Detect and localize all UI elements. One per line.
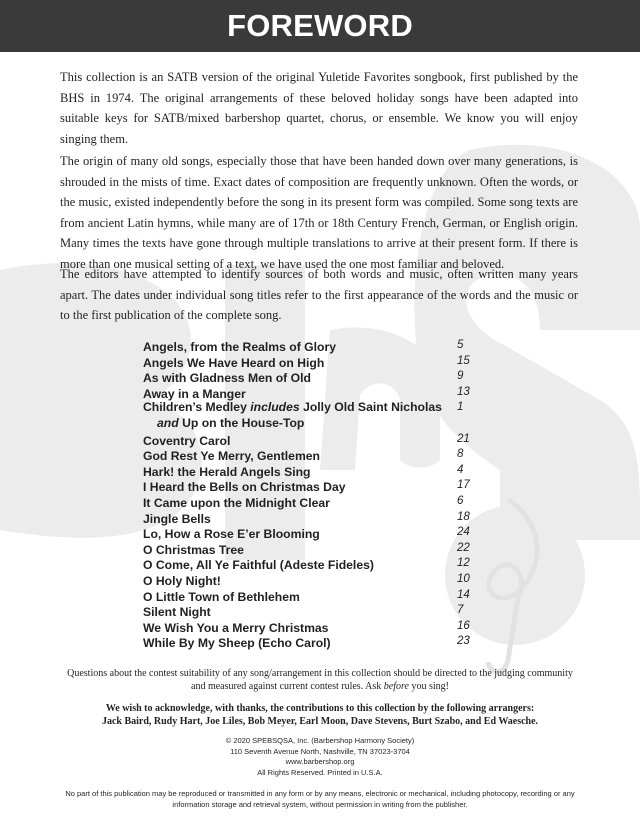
toc-page-number: 12: [457, 557, 470, 570]
toc-page-number: 5: [457, 339, 464, 351]
toc-entry[interactable]: [143, 478, 473, 494]
toc-page-number: 8: [457, 448, 464, 461]
toc-page-number: 17: [457, 479, 470, 492]
copyright-line: © 2020 SPEBSQSA, Inc. (Barbershop Harmony Society): [225, 736, 415, 745]
toc-entry[interactable]: [143, 354, 473, 370]
toc-page-number: 18: [457, 510, 470, 523]
toc-title: Away in a Manger: [143, 386, 246, 401]
toc-title: Angels, from the Realms of Glory: [143, 340, 337, 354]
toc-entry[interactable]: [143, 510, 473, 526]
toc-title: God Rest Ye Merry, Gentlemen: [143, 449, 321, 464]
toc-entry[interactable]: [143, 494, 473, 510]
toc-title: I Heard the Bells on Christmas Day: [143, 480, 346, 495]
toc-title: It Came upon the Midnight Clear: [143, 495, 330, 510]
toc-entry[interactable]: [143, 619, 473, 635]
toc-page-number: 7: [457, 604, 464, 617]
toc-entry[interactable]: [143, 588, 473, 604]
toc-title: [143, 400, 473, 431]
medley-part-2: Up on the House-Top: [182, 415, 305, 430]
toc-page-number: 1: [457, 401, 464, 414]
toc-entry[interactable]: [143, 369, 473, 385]
medley-and-label: and: [157, 415, 179, 430]
song-contents-list: [143, 338, 473, 650]
toc-page-number: 10: [457, 572, 470, 585]
ack-line-1: We wish to acknowledge, with thanks, the contributions to this collection by the following arrangers:: [105, 703, 535, 714]
legal-notice: No part of this publication may be reproduced or transmitted in any form or by any means, electronic or mechanical, including photocopy, recording or any information storage and retrieval system, without permission in writing from the publisher.: [65, 789, 575, 809]
medley-includes-label: includes: [250, 400, 300, 415]
toc-entry-medley[interactable]: [143, 400, 473, 431]
toc-title: O Holy Night!: [143, 573, 221, 588]
toc-title: Lo, How a Rose E’er Blooming: [143, 527, 320, 542]
toc-page-number: 4: [457, 463, 464, 476]
toc-title: Coventry Carol: [143, 433, 231, 448]
address-line: 110 Seventh Avenue North, Nashville, TN 37023-3704: [230, 746, 410, 756]
rights-line: All Rights Reserved. Printed in U.S.A.: [257, 767, 383, 777]
toc-entry[interactable]: [143, 447, 473, 463]
page-title: FOREWORD: [227, 8, 413, 43]
medley-part-1: Jolly Old Saint Nicholas: [303, 400, 442, 415]
toc-page-number: 15: [457, 354, 470, 367]
toc-page-number: 23: [457, 635, 470, 648]
toc-page-number: 14: [457, 588, 470, 601]
toc-entry[interactable]: [143, 634, 473, 650]
toc-entry[interactable]: [143, 338, 473, 354]
toc-entry[interactable]: [143, 541, 473, 557]
toc-title: Hark! the Herald Angels Sing: [143, 464, 311, 479]
toc-entry[interactable]: [143, 556, 473, 572]
website-line: www.barbershop.org: [285, 757, 355, 766]
toc-title: Angels We Have Heard on High: [143, 355, 325, 370]
toc-entry[interactable]: [143, 525, 473, 541]
intro-paragraph-2: The origin of many old songs, especially those that have been handed down over many generations, is shrouded in the mists of time. Exact dates of composition are frequently unknown. Often the words, or the music, existed independently before the song in its present form was compiled. Some song texts are from ancient Latin hymns, while many are of 17th or 18th Century French, German, or English origin. Many times the texts have gone through multiple translations to arrive at their present form. If there is more than one musical setting of a text, we have used the one most familiar and beloved.: [60, 154, 578, 271]
intro-paragraph-3: The editors have attempted to identify sources of both words and music, often written many years apart. The dates under individual song titles refer to the first appearance of the words and the music or to the first publication of the complete song.: [60, 267, 578, 322]
toc-page-number: 22: [457, 541, 470, 554]
toc-page-number: 16: [457, 619, 470, 632]
medley-title: Children’s Medley: [143, 400, 247, 415]
note-emphasis: before: [383, 681, 409, 692]
arrangers-acknowledgment: [60, 702, 580, 728]
toc-entry[interactable]: [143, 463, 473, 479]
toc-entry[interactable]: [143, 385, 473, 401]
toc-title: Silent Night: [143, 605, 211, 620]
intro-paragraph-1: This collection is an SATB version of the original Yuletide Favorites songbook, first published by the BHS in 1974. The original arrangements of these beloved holiday songs have been adapted into suitable keys for SATB/mixed barbershop quartet, chorus, or ensemble. We know you will enjoy singing them.: [60, 70, 578, 146]
toc-page-number: 21: [457, 432, 470, 445]
toc-page-number: 24: [457, 526, 470, 539]
toc-entry[interactable]: [143, 572, 473, 588]
ack-line-2: Jack Baird, Rudy Hart, Joe Liles, Bob Meyer, Earl Moon, Dave Stevens, Burt Szabo, and Ed Waesche.: [101, 716, 539, 727]
contest-suitability-note: [60, 667, 580, 693]
toc-entry[interactable]: [143, 603, 473, 619]
toc-title: As with Gladness Men of Old: [143, 371, 311, 386]
copyright-block: [120, 736, 520, 778]
toc-title: O Christmas Tree: [143, 542, 244, 557]
toc-title: Jingle Bells: [143, 511, 211, 526]
toc-title: While By My Sheep (Echo Carol): [143, 636, 331, 651]
toc-title: We Wish You a Merry Christmas: [143, 620, 329, 635]
note-text-after: you sing!: [408, 681, 449, 692]
toc-page-number: 13: [457, 385, 470, 398]
toc-title: O Come, All Ye Faithful (Adeste Fideles): [143, 558, 374, 573]
page-header: [0, 0, 640, 52]
note-text-before: Questions about the contest suitability of any song/arrangement in this collection should be directed to the judging community and measured against current contest rules. Ask: [67, 668, 573, 692]
toc-entry[interactable]: [143, 432, 473, 448]
toc-page-number: 9: [457, 370, 464, 383]
toc-title: O Little Town of Bethlehem: [143, 589, 300, 604]
toc-page-number: 6: [457, 494, 464, 507]
